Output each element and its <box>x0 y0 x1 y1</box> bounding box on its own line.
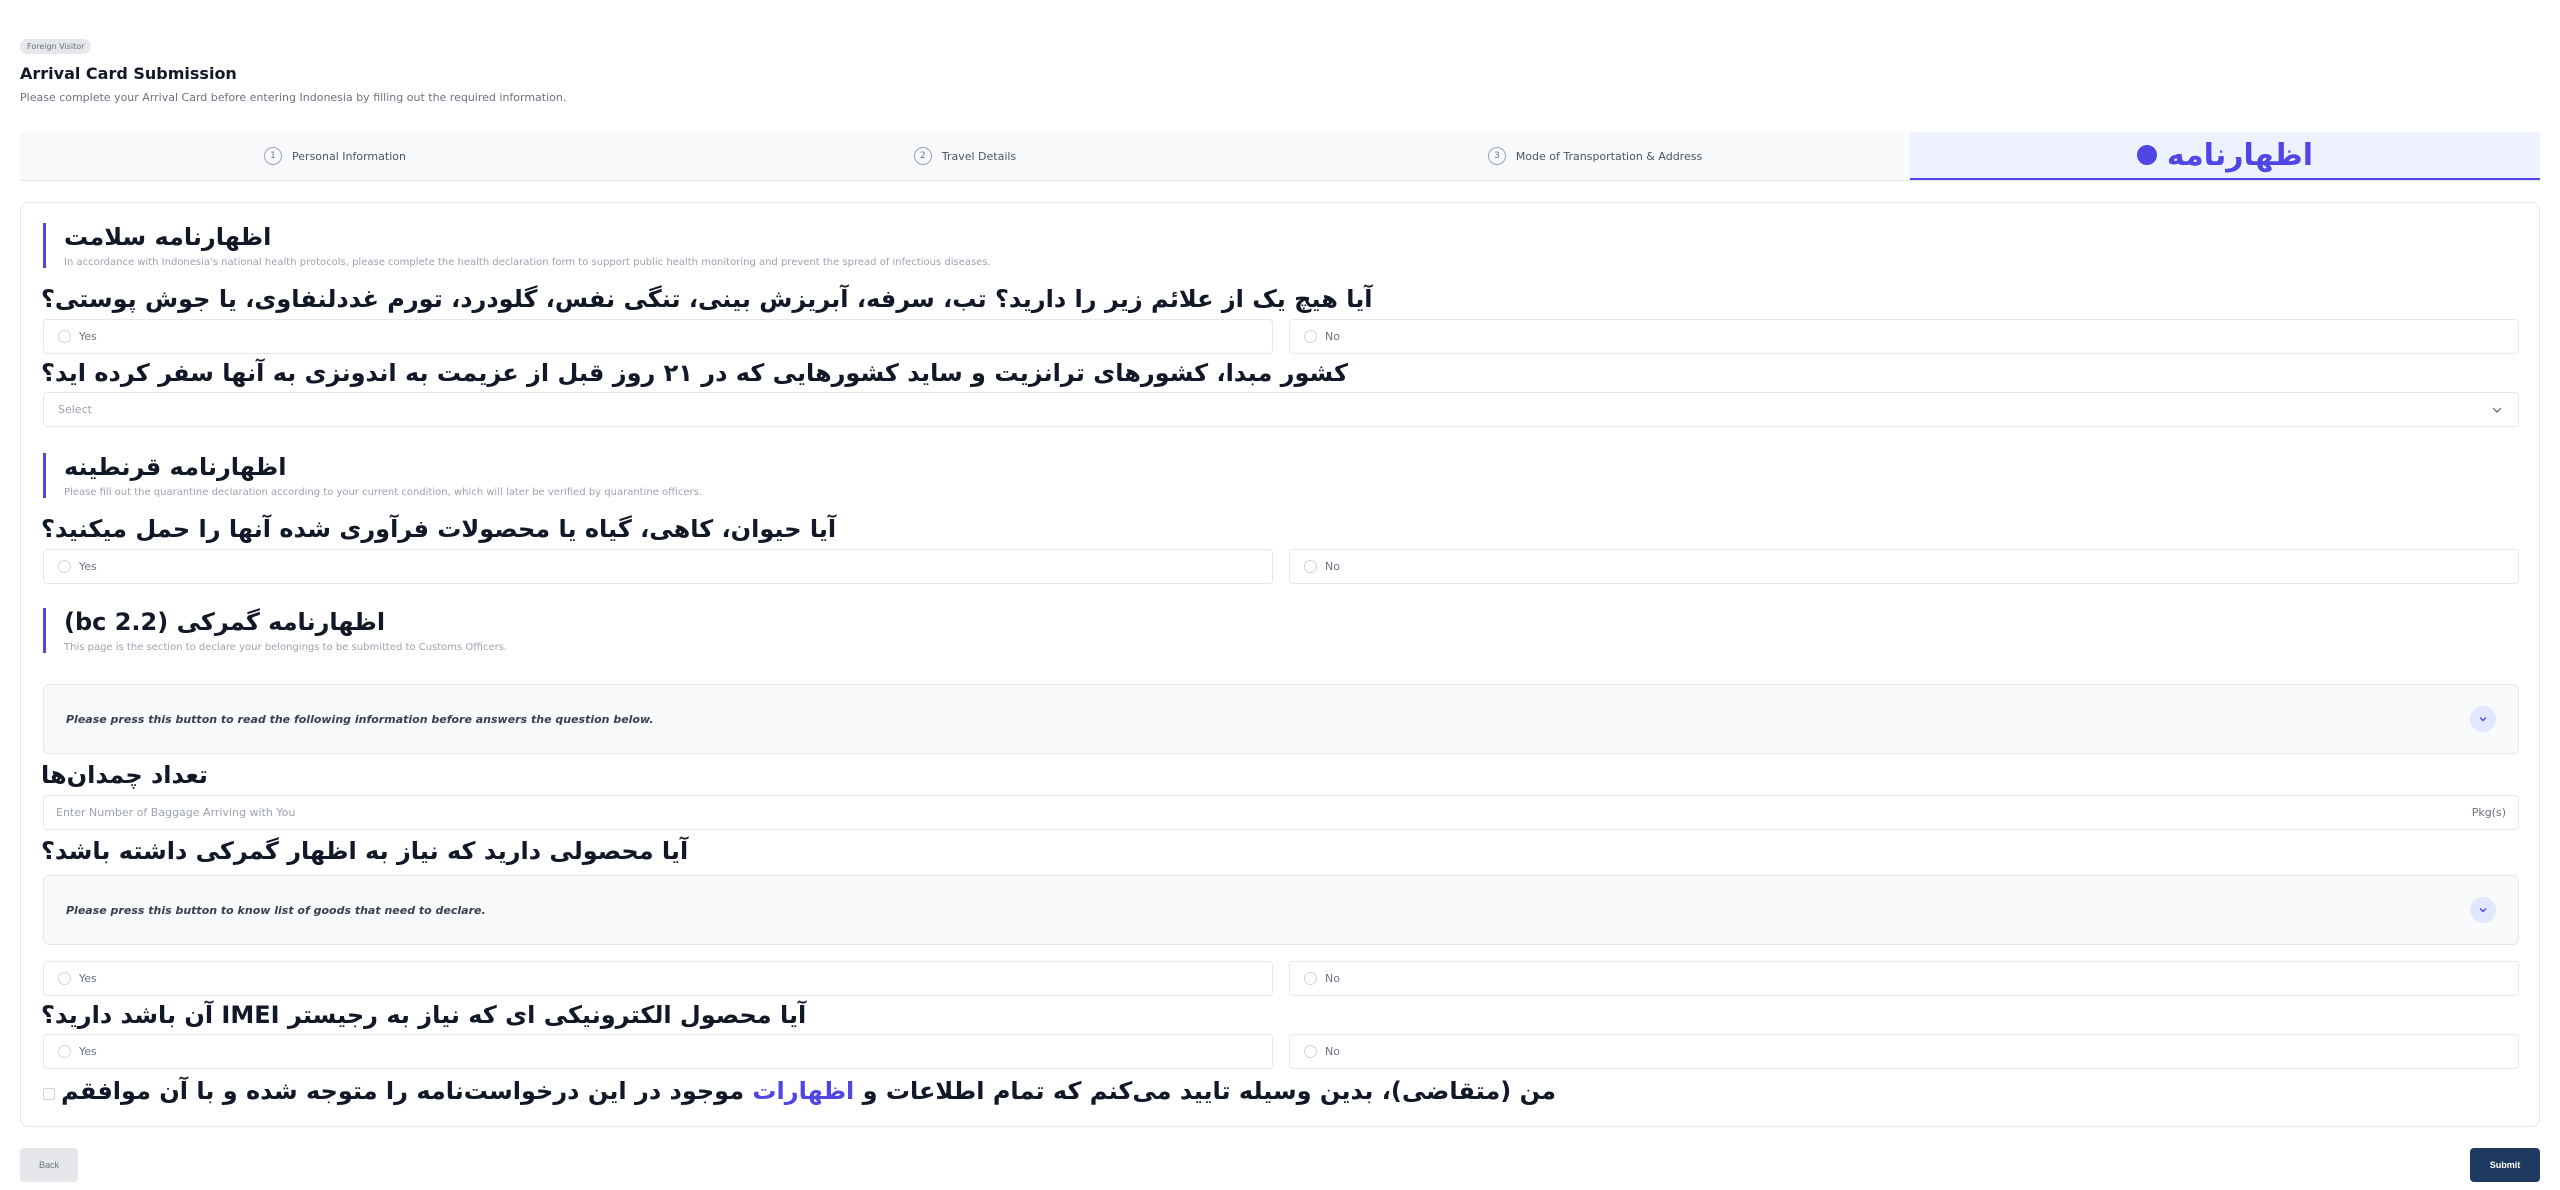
step-travel-details[interactable] <box>650 132 1280 180</box>
agreement-text-end: موجود در این درخواست‌نامه را متوجه شده و با آن موافقم <box>61 1077 753 1105</box>
baggage-placeholder: Enter Number of Baggage Arriving with You <box>56 806 296 819</box>
option-label: No <box>1325 1045 1340 1058</box>
chevron-down-icon[interactable] <box>2470 706 2496 732</box>
imei-question: آیا محصول الکترونیکی ای که نیاز به رجیستر IMEI آن باشد دارید؟ <box>41 1001 807 1029</box>
step-label: Travel Details <box>941 149 1017 163</box>
goods-radio-group <box>43 961 2519 996</box>
animals-radio-group <box>43 549 2519 584</box>
page-subtitle: Please complete your Arrival Card before entering Indonesia by filling out the required information. <box>20 91 567 104</box>
radio-circle[interactable] <box>58 560 71 573</box>
health-section-title: اظهارنامه سلامت <box>64 223 272 251</box>
radio-circle[interactable] <box>58 972 71 985</box>
health-section-desc: In accordance with Indonesia's national health protocols, please complete the health declaration form to support public health monitoring and prevent the spread of infectious diseases. <box>64 257 991 268</box>
option-label: Yes <box>79 1045 97 1058</box>
submit-button[interactable]: Submit <box>2470 1148 2540 1182</box>
step-number: 1 <box>264 147 282 165</box>
goods-question: آیا محصولی دارید که نیاز به اظهار گمرکی داشته باشد؟ <box>41 837 689 865</box>
symptoms-question: آیا هیچ یک از علائم زیر را دارید؟ تب، سرفه، آبریزش بینی، تنگی نفس، گلودرد، تورم غددلنفاوی، یا جوش پوستی؟ <box>41 285 1373 313</box>
step-label: Personal Information <box>292 149 406 163</box>
baggage-unit: Pkg(s) <box>2471 806 2506 819</box>
health-section-header <box>43 223 1743 268</box>
animals-yes-option[interactable] <box>43 549 1273 584</box>
option-label: No <box>1325 560 1340 573</box>
step-label: Mode of Transportation & Address <box>1515 149 1703 163</box>
goods-no-option[interactable] <box>1289 961 2519 996</box>
imei-yes-option[interactable] <box>43 1034 1273 1069</box>
customs-section-desc: This page is the section to declare your belongings to be submitted to Customs Officers. <box>64 642 508 653</box>
customs-info-text: Please press this button to read the following information before answers the question below. <box>66 712 654 726</box>
chevron-down-icon[interactable] <box>2470 897 2496 923</box>
declaration-link[interactable]: اظهارات <box>752 1077 855 1105</box>
back-button[interactable]: Back <box>20 1148 78 1182</box>
customs-section-title: اظهارنامه گمرکی (bc 2.2) <box>64 608 386 636</box>
baggage-input[interactable] <box>43 795 2519 830</box>
option-label: No <box>1325 972 1340 985</box>
radio-circle[interactable] <box>1304 972 1317 985</box>
step-mode-of-transportation[interactable] <box>1280 132 1910 180</box>
radio-circle[interactable] <box>1304 560 1317 573</box>
option-label: Yes <box>79 972 97 985</box>
agreement-text <box>61 1077 1556 1105</box>
step-label: اظهارنامه <box>2166 137 2314 173</box>
step-number: 2 <box>914 147 932 165</box>
symptoms-yes-option[interactable] <box>43 319 1273 354</box>
goods-info-accordion[interactable] <box>43 875 2519 945</box>
agreement-checkbox[interactable] <box>43 1088 55 1100</box>
quarantine-section-header <box>43 453 1743 498</box>
radio-circle[interactable] <box>1304 1045 1317 1058</box>
baggage-question: تعداد چمدان‌ها <box>41 761 208 789</box>
visitor-badge: Foreign Visitor <box>20 39 91 54</box>
customs-info-accordion[interactable] <box>43 684 2519 754</box>
animals-no-option[interactable] <box>1289 549 2519 584</box>
customs-section-header <box>43 608 1743 653</box>
page-title: Arrival Card Submission <box>20 64 237 83</box>
select-placeholder: Select <box>58 403 92 416</box>
agreement-text-start: من (متقاضی)، بدین وسیله تایید می‌کنم که تمام اطلاعات و <box>854 1077 1557 1105</box>
countries-select[interactable] <box>43 392 2519 427</box>
quarantine-section-desc: Please fill out the quarantine declaration according to your current condition, which will later be verified by quarantine officers. <box>64 487 702 498</box>
animals-question: آیا حیوان، کاهی، گیاه یا محصولات فرآوری شده آنها را حمل میکنید؟ <box>41 515 837 543</box>
step-declaration[interactable] <box>1910 132 2540 180</box>
quarantine-section-title: اظهارنامه قرنطینه <box>64 453 287 481</box>
agreement-row <box>43 1075 2519 1107</box>
imei-no-option[interactable] <box>1289 1034 2519 1069</box>
radio-circle[interactable] <box>1304 330 1317 343</box>
step-personal-information[interactable] <box>20 132 650 180</box>
step-active-indicator <box>2137 145 2157 165</box>
option-label: No <box>1325 330 1340 343</box>
goods-yes-option[interactable] <box>43 961 1273 996</box>
option-label: Yes <box>79 560 97 573</box>
step-number: 3 <box>1488 147 1506 165</box>
imei-radio-group <box>43 1034 2519 1069</box>
declaration-card <box>20 202 2540 1127</box>
option-label: Yes <box>79 330 97 343</box>
radio-circle[interactable] <box>58 330 71 343</box>
page-header <box>20 34 2540 104</box>
goods-info-text: Please press this button to know list of goods that need to declare. <box>66 903 486 917</box>
symptoms-no-option[interactable] <box>1289 319 2519 354</box>
radio-circle[interactable] <box>58 1045 71 1058</box>
countries-question: کشور مبدا، کشورهای ترانزیت و ساید کشورهایی که در ۲۱ روز قبل از عزیمت به اندونزی به آنها سفر کرده اید؟ <box>41 359 1348 387</box>
symptoms-radio-group <box>43 319 2519 354</box>
chevron-down-icon <box>2490 403 2504 417</box>
stepper <box>20 132 2540 181</box>
